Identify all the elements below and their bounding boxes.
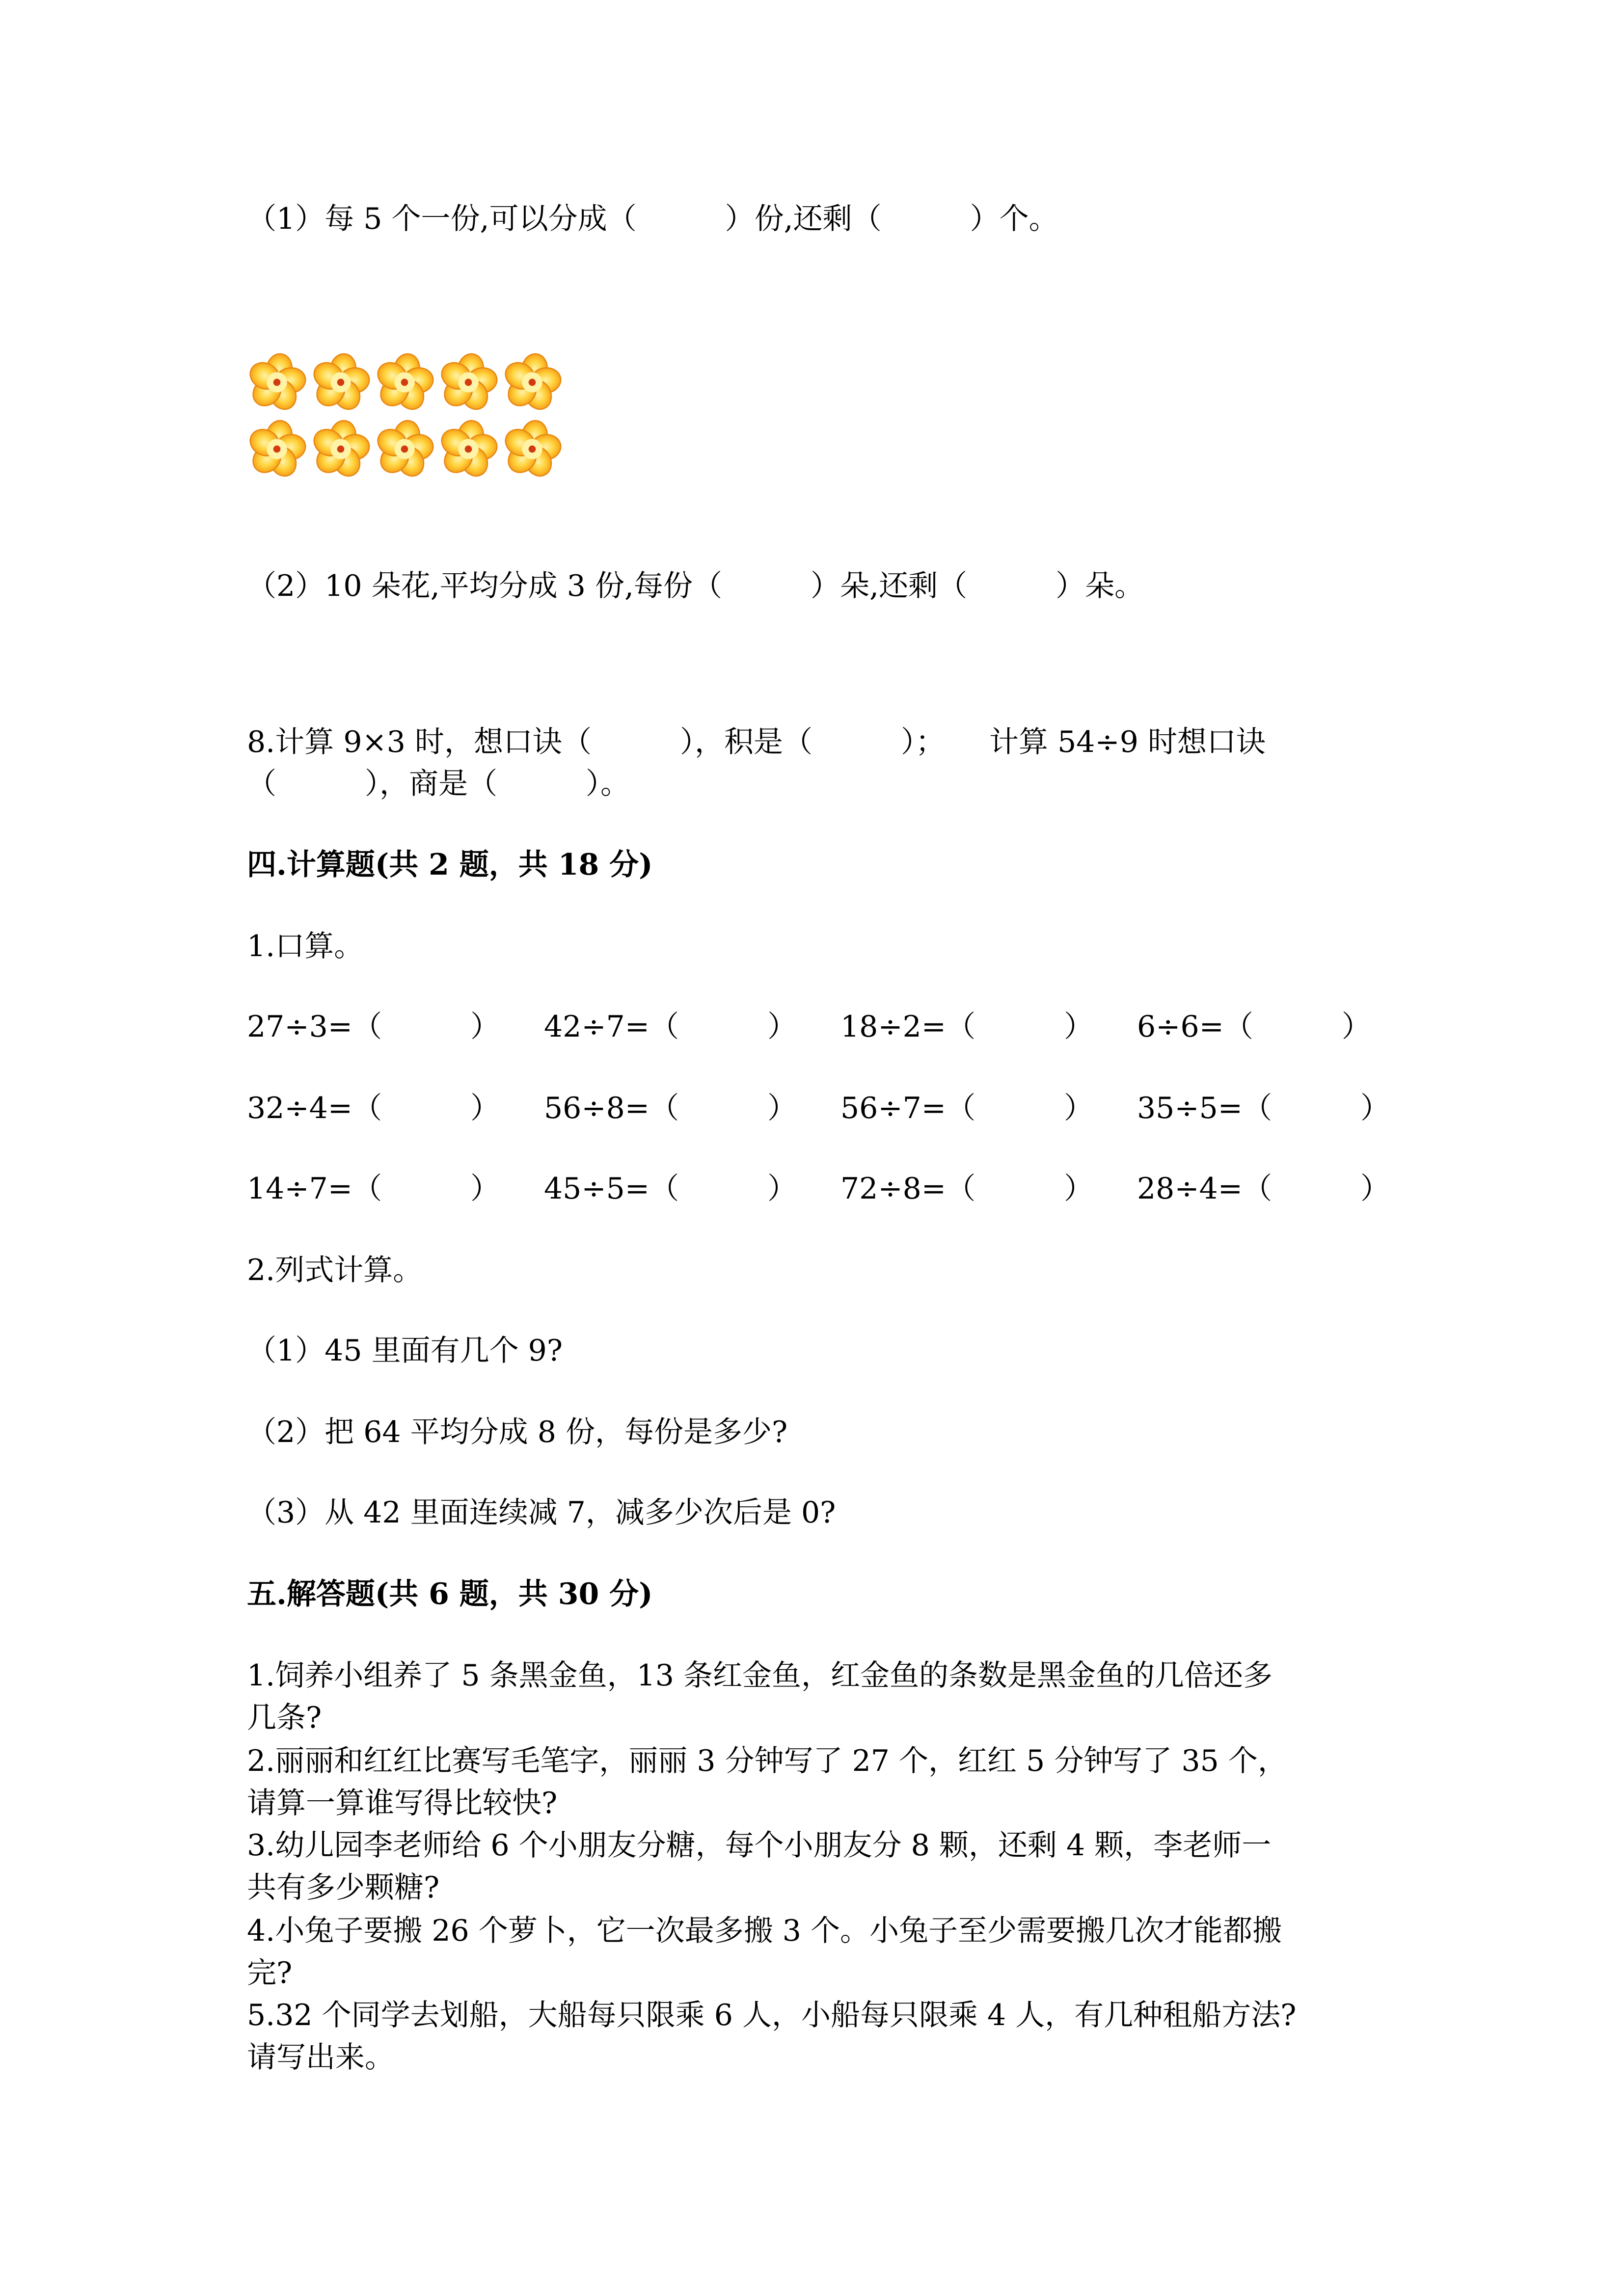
flower-icon [438, 352, 498, 412]
oral-item: 6÷6=（ ） [1137, 1010, 1371, 1044]
oral-item: 56÷8=（ ） [544, 1091, 797, 1125]
flower-icon [247, 352, 307, 412]
question-1-line: （1）每 5 个一份,可以分成（ ）份,还剩（ ）个。 [247, 202, 1058, 236]
flower-icon [502, 419, 562, 479]
word-problem-line: 3.幼儿园李老师给 6 个小朋友分糖，每个小朋友分 8 颗，还剩 4 颗，李老师一 [247, 1828, 1272, 1863]
oral-item: 32÷4=（ ） [247, 1091, 500, 1125]
flower-icon [375, 352, 434, 412]
oral-item: 42÷7=（ ） [544, 1010, 797, 1044]
oral-item: 56÷7=（ ） [840, 1091, 1094, 1125]
word-problem-line: 请算一算谁写得比较快? [247, 1786, 558, 1820]
oral-item: 27÷3=（ ） [247, 1010, 500, 1044]
oral-item: 72÷8=（ ） [840, 1172, 1094, 1206]
section-5-heading: 五.解答题(共 6 题，共 30 分) [247, 1577, 653, 1611]
oral-item: 14÷7=（ ） [247, 1172, 500, 1206]
flower-icon [502, 352, 562, 412]
question-2-line: （2）10 朵花,平均分成 3 份,每份（ ）朵,还剩（ ）朵。 [247, 569, 1144, 603]
word-problem-line: 几条? [247, 1701, 322, 1735]
column-calc-item-2: （2）把 64 平均分成 8 份，每份是多少? [247, 1415, 788, 1449]
word-problem-line: 请写出来。 [247, 2040, 394, 2075]
flower-picture [247, 352, 571, 481]
column-calc-item-3: （3）从 42 里面连续减 7，减多少次后是 0? [247, 1495, 836, 1530]
word-problem-line: 共有多少颗糖? [247, 1870, 440, 1905]
word-problem-line: 完? [247, 1956, 293, 1990]
flower-icon [438, 419, 498, 479]
oral-item: 35÷5=（ ） [1137, 1091, 1390, 1125]
flower-icon [247, 419, 307, 479]
word-problem-line: 5.32 个同学去划船，大船每只限乘 6 人，小船每只限乘 4 人，有几种租船方法? [247, 1998, 1297, 2032]
word-problem-line: 1.饲养小组养了 5 条黑金鱼，13 条红金鱼，红金鱼的条数是黑金鱼的几倍还多 [247, 1658, 1272, 1693]
question-8-line-2: （ ），商是（ ）。 [247, 767, 630, 801]
oral-item: 18÷2=（ ） [840, 1010, 1094, 1044]
column-calc-title: 2.列式计算。 [247, 1253, 423, 1287]
question-8-line-1: 8.计算 9×3 时，想口诀（ ），积是（ ）； 计算 54÷9 时想口诀 [247, 725, 1266, 759]
oral-item: 28÷4=（ ） [1137, 1172, 1390, 1206]
flower-icon [375, 419, 434, 479]
word-problem-line: 4.小兔子要搬 26 个萝卜，它一次最多搬 3 个。小兔子至少需要搬几次才能都搬 [247, 1914, 1282, 1948]
oral-item: 45÷5=（ ） [544, 1172, 797, 1206]
column-calc-item-1: （1）45 里面有几个 9? [247, 1334, 563, 1368]
flower-icon [311, 352, 371, 412]
oral-calc-title: 1.口算。 [247, 929, 364, 963]
section-4-heading: 四.计算题(共 2 题，共 18 分) [247, 848, 653, 882]
flower-icon [311, 419, 371, 479]
word-problem-line: 2.丽丽和红红比赛写毛笔字，丽丽 3 分钟写了 27 个，红红 5 分钟写了 35 个， [247, 1744, 1287, 1778]
